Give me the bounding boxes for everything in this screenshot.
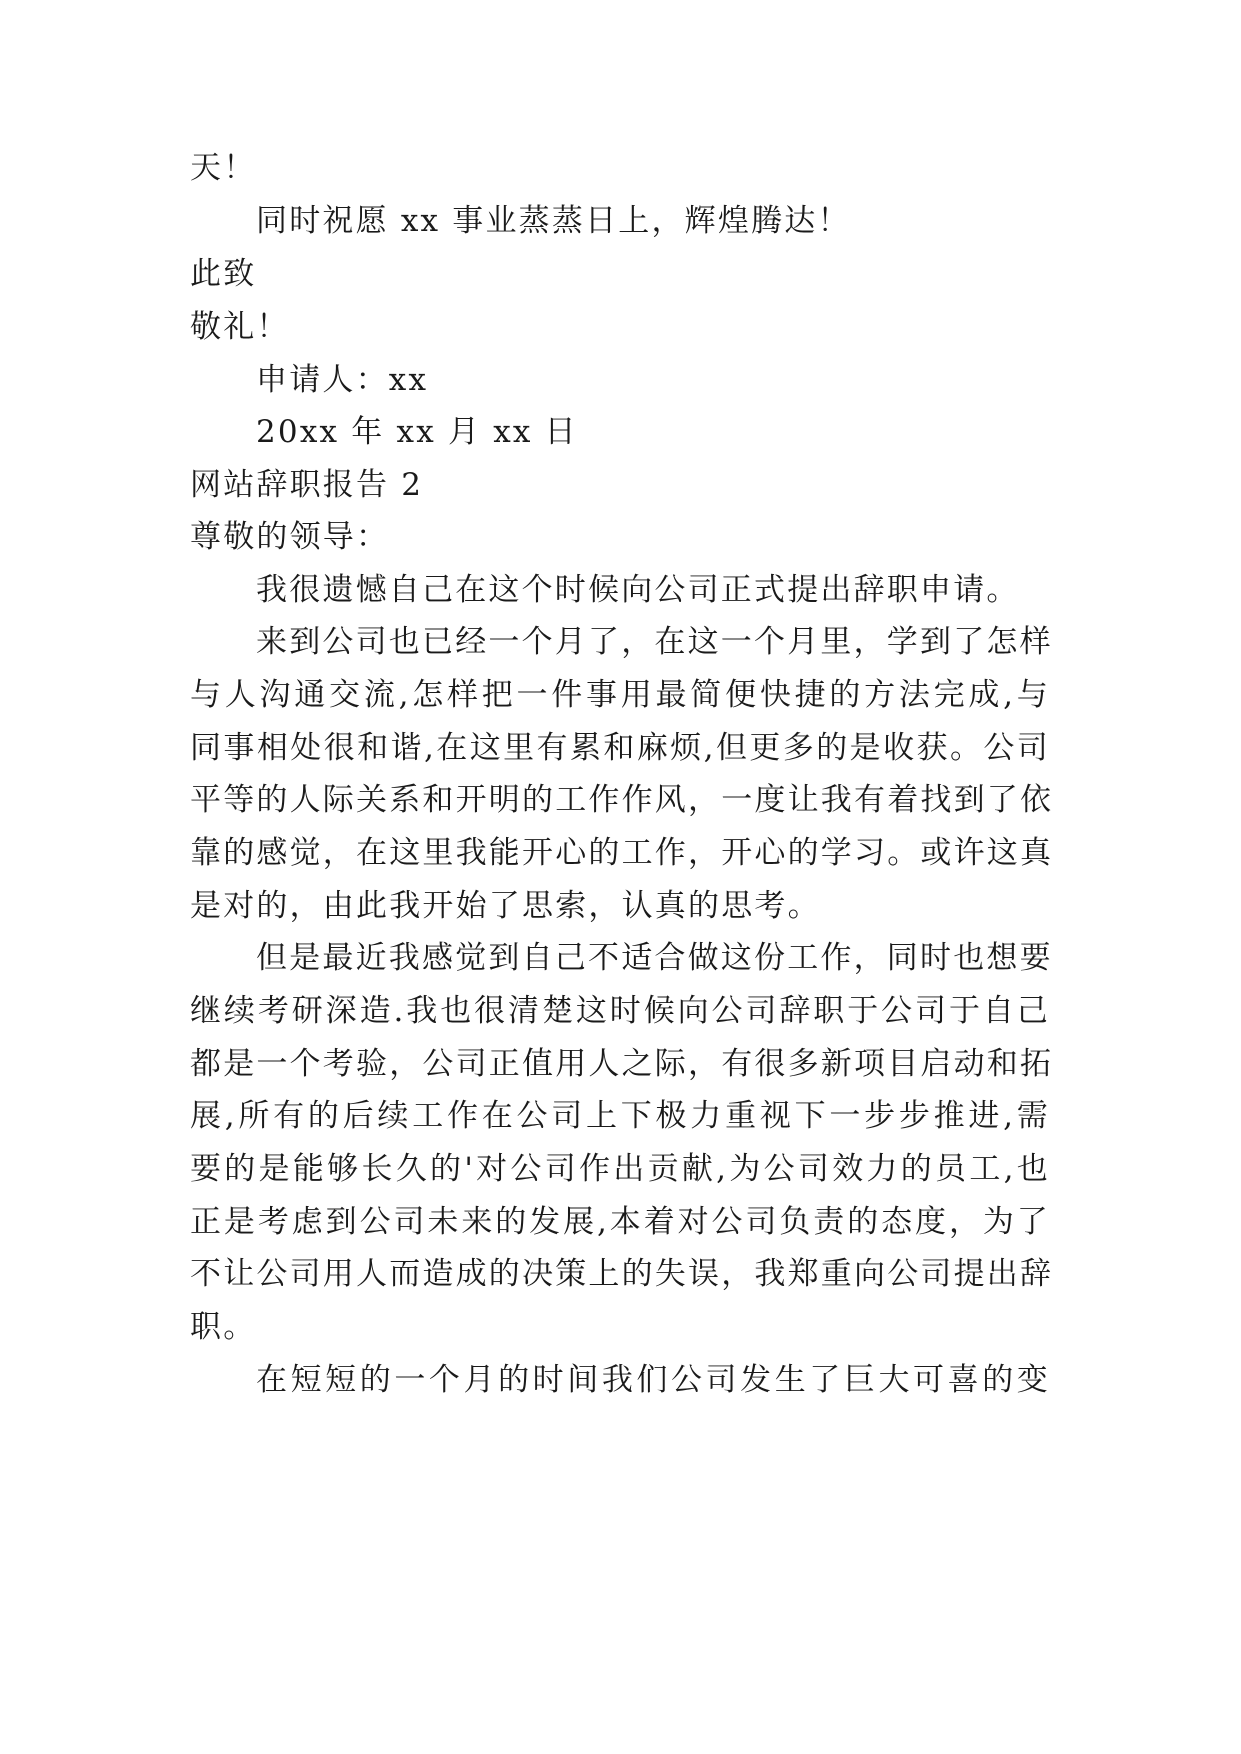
text-line: 但是最近我感觉到自己不适合做这份工作，同时也想要 <box>256 940 1053 976</box>
text-line: 此致 <box>190 256 257 292</box>
text-line: 同时祝愿 xx 事业蒸蒸日上，辉煌腾达！ <box>256 203 851 239</box>
text-line: 在短短的一个月的时间我们公司发生了巨大可喜的变 <box>256 1362 1050 1398</box>
text-line: 靠的感觉，在这里我能开心的工作，开心的学习。或许这真 <box>190 835 1054 871</box>
text-line: 我很遗憾自己在这个时候向公司正式提出辞职申请。 <box>256 572 1020 608</box>
text-line: 是对的，由此我开始了思索，认真的思考。 <box>190 888 821 924</box>
text-line: 都是一个考验，公司正值用人之际，有很多新项目启动和拓 <box>190 1046 1054 1082</box>
text-line: 20xx 年 xx 月 xx 日 <box>256 414 578 450</box>
text-line: 职。 <box>190 1309 257 1345</box>
text-line: 继续考研深造.我也很清楚这时候向公司辞职于公司于自己 <box>190 993 1050 1029</box>
section-title: 网站辞职报告 2 <box>190 467 424 503</box>
text-line: 与人沟通交流,怎样把一件事用最简便快捷的方法完成,与 <box>190 677 1050 713</box>
text-line: 要的是能够长久的'对公司作出贡献,为公司效力的员工,也 <box>190 1151 1050 1187</box>
text-line: 平等的人际关系和开明的工作作风，一度让我有着找到了依 <box>190 782 1054 818</box>
text-line: 展,所有的后续工作在公司上下极力重视下一步步推进,需 <box>190 1098 1050 1134</box>
salutation: 尊敬的领导： <box>190 519 390 555</box>
text-line: 同事相处很和谐,在这里有累和麻烦,但更多的是收获。公司 <box>190 730 1050 766</box>
text-line: 天！ <box>190 150 257 186</box>
text-line: 正是考虑到公司未来的发展,本着对公司负责的态度，为了 <box>190 1204 1050 1240</box>
text-line: 来到公司也已经一个月了，在这一个月里，学到了怎样 <box>256 624 1053 660</box>
text-line: 申请人：xx <box>256 362 429 398</box>
text-line: 不让公司用人而造成的决策上的失误，我郑重向公司提出辞 <box>190 1256 1054 1292</box>
text-line: 敬礼！ <box>190 309 290 345</box>
